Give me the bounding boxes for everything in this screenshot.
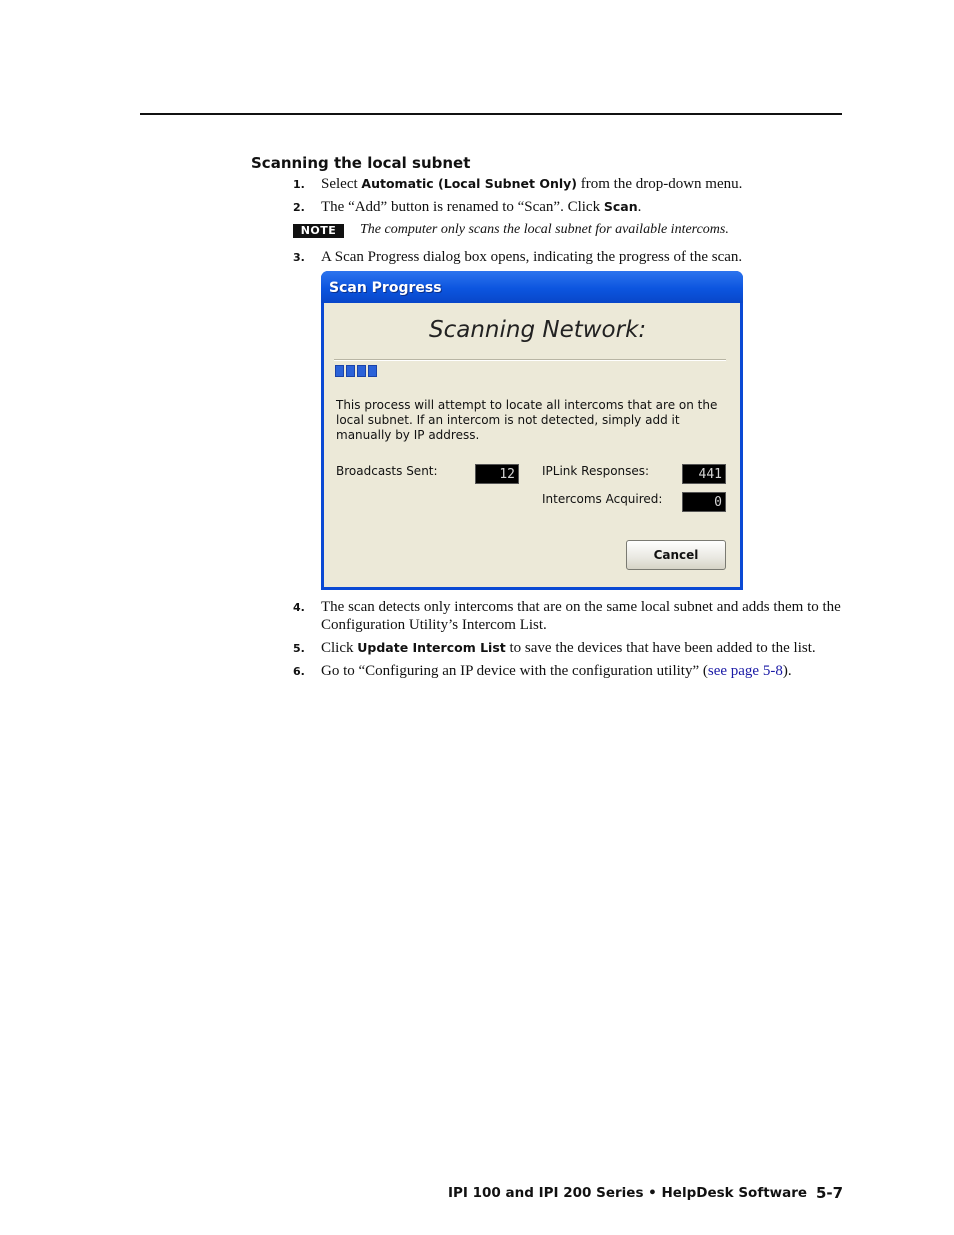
- broadcasts-label: Broadcasts Sent:: [336, 464, 438, 478]
- note-badge: NOTE: [293, 224, 344, 238]
- footer-title: IPI 100 and IPI 200 Series • HelpDesk Software: [448, 1185, 808, 1201]
- acquired-label: Intercoms Acquired:: [542, 492, 663, 506]
- cancel-button[interactable]: Cancel: [626, 540, 726, 570]
- progress-segment: [357, 365, 366, 377]
- step-number: 3.: [293, 251, 305, 264]
- step-text: Select Automatic (Local Subnet Only) from the drop-down menu.: [321, 176, 743, 192]
- dialog-description: This process will attempt to locate all intercoms that are on the local subnet. If an intercom is not detected, simply add it manually by IP address.: [336, 398, 718, 442]
- ui-term: Update Intercom List: [357, 640, 506, 655]
- progress-segment: [346, 365, 355, 377]
- page-number: 5-7: [816, 1184, 844, 1202]
- step-text: Click Update Intercom List to save the devices that have been added to the list.: [321, 640, 816, 656]
- header-rule: [140, 113, 842, 115]
- dialog-titlebar[interactable]: [321, 271, 743, 303]
- step-number: 6.: [293, 665, 305, 678]
- progress-bar: [335, 365, 377, 377]
- step-number: 2.: [293, 201, 305, 214]
- step-number: 5.: [293, 642, 305, 655]
- dialog-heading: Scanning Network:: [429, 317, 647, 343]
- step-text: Go to “Configuring an IP device with the configuration utility” (see page 5-8).: [321, 663, 792, 679]
- ui-term: Automatic (Local Subnet Only): [361, 176, 577, 191]
- page-link[interactable]: see page 5-8: [707, 663, 783, 679]
- step-text: The scan detects only intercoms that are on the same local subnet and adds them to the Configuration Utility’s Intercom List.: [321, 599, 841, 633]
- step-number: 4.: [293, 601, 305, 614]
- step-text: A Scan Progress dialog box opens, indicating the progress of the scan.: [321, 249, 743, 265]
- dialog-separator: [334, 359, 726, 361]
- progress-segment: [335, 365, 344, 377]
- acquired-counter: 0: [682, 492, 726, 512]
- dialog-body: [324, 303, 740, 587]
- step-number: 1.: [293, 178, 305, 191]
- iplink-counter: 441: [682, 464, 726, 484]
- ui-term: Scan: [603, 199, 638, 214]
- progress-segment: [368, 365, 377, 377]
- iplink-label: IPLink Responses:: [542, 464, 650, 478]
- dialog-title: Scan Progress: [329, 280, 442, 296]
- step-text: The “Add” button is renamed to “Scan”. Click Scan.: [321, 199, 642, 215]
- broadcasts-counter: 12: [475, 464, 519, 484]
- note-text: The computer only scans the local subnet for available intercoms.: [360, 222, 729, 237]
- step-4: [293, 598, 853, 638]
- section-heading: Scanning the local subnet: [251, 154, 471, 172]
- scan-progress-dialog: [321, 271, 743, 590]
